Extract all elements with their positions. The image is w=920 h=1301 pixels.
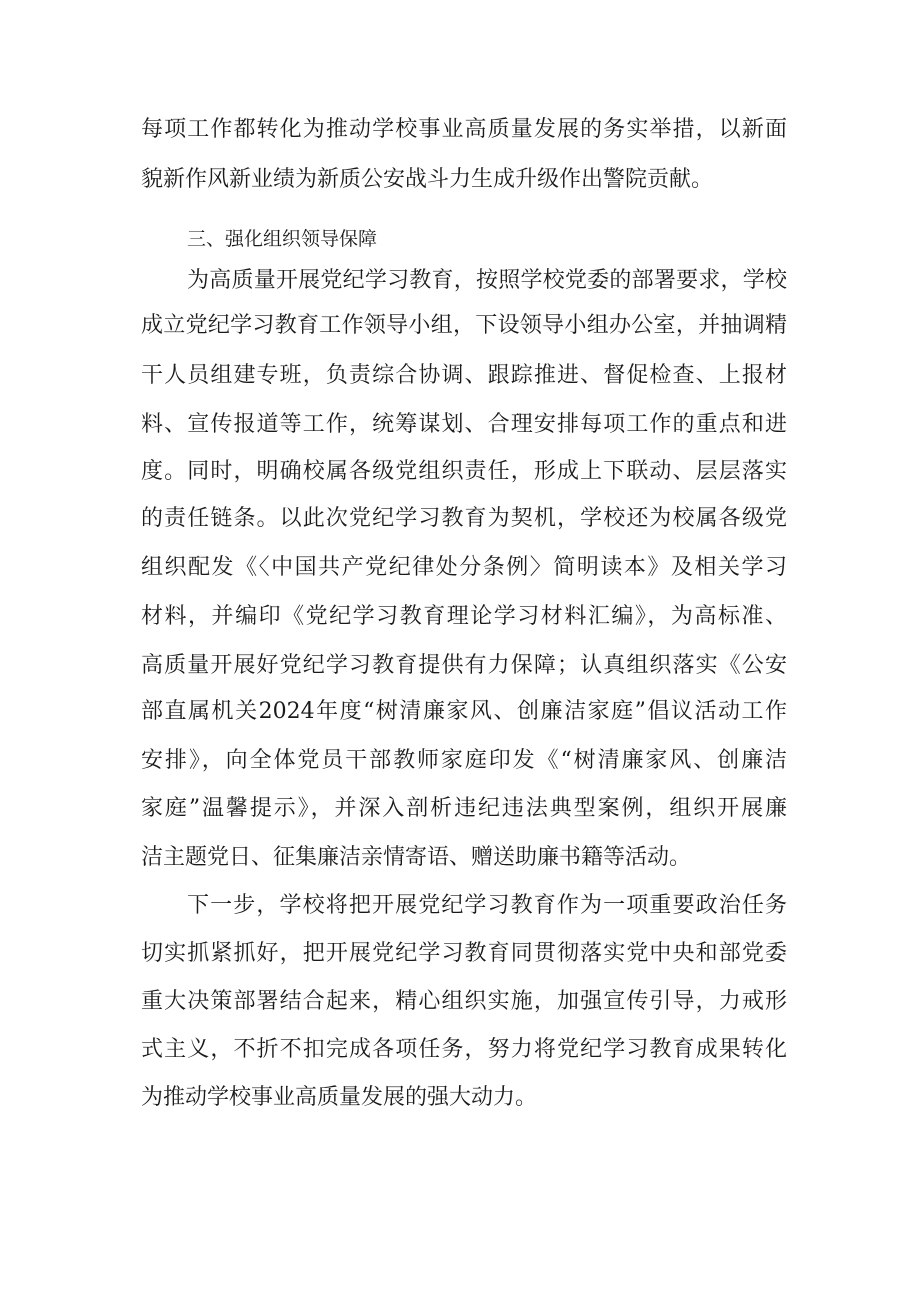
- text-line: 材料，并编印《党纪学习教育理论学习材料汇编》，为高标准、: [141, 604, 787, 629]
- text-line: 家庭”温馨提示》，并深入剖析违纪违法典型案例，组织开展廉: [141, 796, 787, 821]
- text-line: 部直属机关2024年度“树清廉家风、创廉洁家庭”倡议活动工作: [141, 699, 787, 724]
- text-line: 的责任链条。以此次党纪学习教育为契机，学校还为校属各级党: [141, 506, 787, 531]
- text-line: 为推动学校事业高质量发展的强大动力。: [141, 1085, 538, 1110]
- text-line: 每项工作都转化为推动学校事业高质量发展的务实举措，以新面: [141, 117, 787, 142]
- text-line: 式主义，不折不扣完成各项任务，努力将党纪学习教育成果转化: [141, 1037, 787, 1062]
- text-line: 洁主题党日、征集廉洁亲情寄语、赠送助廉书籍等活动。: [141, 845, 692, 870]
- text-line: 下一步，学校将把开展党纪学习教育作为一项重要政治任务: [187, 893, 787, 918]
- text-line: 成立党纪学习教育工作领导小组，下设领导小组办公室，并抽调精: [141, 313, 787, 338]
- text-line: 组织配发《〈中国共产党纪律处分条例〉简明读本》及相关学习: [141, 555, 787, 580]
- text-line: 为高质量开展党纪学习教育，按照学校党委的部署要求，学校: [187, 268, 787, 293]
- text-line: 干人员组建专班，负责综合协调、跟踪推进、督促检查、上报材: [141, 363, 787, 388]
- text-line: 度。同时，明确校属各级党组织责任，形成上下联动、层层落实: [141, 459, 787, 484]
- text-line: 重大决策部署结合起来，精心组织实施，加强宣传引导，力戒形: [141, 989, 787, 1014]
- text-line: 高质量开展好党纪学习教育提供有力保障；认真组织落实《公安: [141, 653, 787, 678]
- text-line: 料、宣传报道等工作，统筹谋划、合理安排每项工作的重点和进: [141, 412, 787, 437]
- text-line: 貌新作风新业绩为新质公安战斗力生成升级作出警院贡献。: [141, 167, 714, 192]
- text-line: 切实抓紧抓好，把开展党纪学习教育同贯彻落实党中央和部党委: [141, 941, 787, 966]
- text-line: 安排》，向全体党员干部教师家庭印发《“树清廉家风、创廉洁: [141, 748, 787, 773]
- section-heading: 三、强化组织领导保障: [187, 228, 378, 250]
